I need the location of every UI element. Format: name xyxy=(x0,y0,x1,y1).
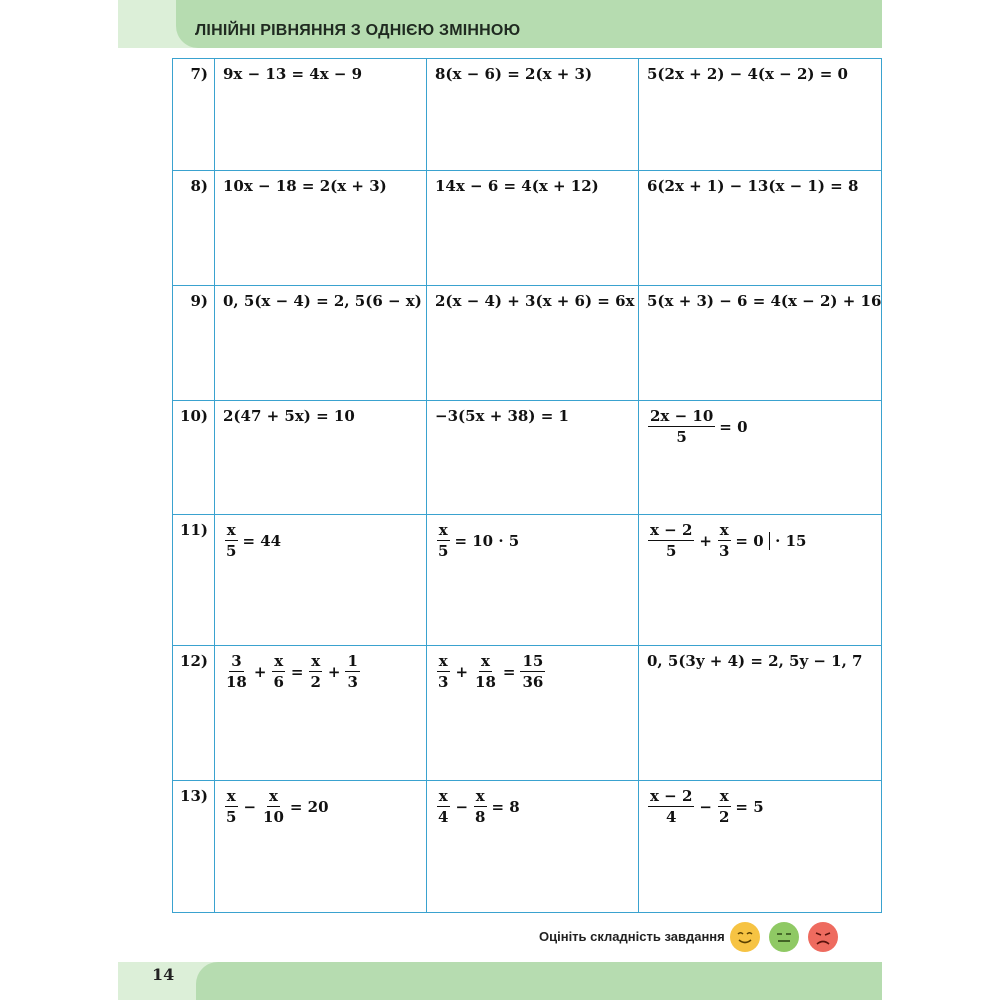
row-number: 8) xyxy=(173,171,215,286)
footer-band xyxy=(196,962,882,1000)
equation-cell: 14x − 6 = 4(x + 12) xyxy=(427,171,639,286)
page-title: ЛІНІЙНІ РІВНЯННЯ З ОДНІЄЮ ЗМІННОЮ xyxy=(195,22,521,39)
fraction: $\frac{x}{5}$ xyxy=(226,521,237,560)
fraction: $\frac{x}{2}$ xyxy=(718,787,730,826)
fraction: x 4 xyxy=(438,787,449,826)
equation-cell: $\frac{2x - 10}{5}$ = 0 xyxy=(639,401,882,515)
equation-cell: 0, 5(3y + 4) = 2, 5y − 1, 7 xyxy=(639,646,882,781)
equation-cell: x − 2 5 + $\frac{x}{3}$ = 0 · 15 xyxy=(639,515,882,646)
fraction: 3 18 xyxy=(226,652,247,691)
row-number: 12) xyxy=(173,646,215,781)
fraction: x 3 xyxy=(438,652,449,691)
fraction: x − 2 5 xyxy=(650,521,693,560)
neutral-face-icon[interactable] xyxy=(768,921,800,953)
equation-cell: 3 18 + $\frac{x}{6}$ = $\frac{x}{2}$ + $\frac{1}{3}$ xyxy=(215,646,427,781)
row-number: 7) xyxy=(173,59,215,171)
row-number: 9) xyxy=(173,286,215,401)
equation-cell: $\frac{x}{5}$ = 44 xyxy=(215,515,427,646)
table-row xyxy=(173,171,882,286)
equation-cell: 5(x + 3) − 6 = 4(x − 2) + 16 xyxy=(639,286,882,401)
fraction: $\frac{15}{36}$ xyxy=(522,652,544,691)
row-number: 11) xyxy=(173,515,215,646)
equation-cell: −3(5x + 38) = 1 xyxy=(427,401,639,515)
table-row xyxy=(173,781,882,913)
equation-cell: 2(47 + 5x) = 10 xyxy=(215,401,427,515)
equation-cell: 9x − 13 = 4x − 9 xyxy=(215,59,427,171)
equation-cell: x 5 − $\frac{x}{10}$ = 20 xyxy=(215,781,427,913)
equation-cell: 8(x − 6) = 2(x + 3) xyxy=(427,59,639,171)
equation-cell: x − 2 4 − $\frac{x}{2}$ = 5 xyxy=(639,781,882,913)
sad-face-icon[interactable] xyxy=(807,921,839,953)
row-number: 13) xyxy=(173,781,215,913)
page-number: 14 xyxy=(152,965,175,984)
fraction: $\frac{1}{3}$ xyxy=(347,652,358,691)
equation-cell: 6(2x + 1) − 13(x − 1) = 8 xyxy=(639,171,882,286)
equation-cell: x 3 + $\frac{x}{18}$ = $\frac{15}{36}$ xyxy=(427,646,639,781)
equation-cell: 5(2x + 2) − 4(x − 2) = 0 xyxy=(639,59,882,171)
divider-bar xyxy=(769,532,771,550)
fraction: $\frac{2x - 10}{5}$ xyxy=(650,407,714,446)
fraction: $\frac{x}{5}$ xyxy=(438,521,449,560)
fraction: $\frac{x}{18}$ xyxy=(475,652,496,691)
fraction: x − 2 4 xyxy=(650,787,693,826)
table-row xyxy=(173,401,882,515)
smile-face-icon[interactable] xyxy=(729,921,761,953)
equation-cell: 10x − 18 = 2(x + 3) xyxy=(215,171,427,286)
fraction: x 5 xyxy=(226,787,237,826)
table-row xyxy=(173,515,882,646)
fraction: $\frac{x}{3}$ xyxy=(718,521,730,560)
fraction: $\frac{x}{8}$ xyxy=(475,787,486,826)
table-row xyxy=(173,59,882,171)
equation-cell: 0, 5(x − 4) = 2, 5(6 − x) xyxy=(215,286,427,401)
difficulty-rating-label: Оцініть складність завдання xyxy=(539,929,725,944)
fraction: $\frac{x}{10}$ xyxy=(263,787,284,826)
equation-cell: 2(x − 4) + 3(x + 6) = 6x xyxy=(427,286,639,401)
fraction: $\frac{x}{2}$ xyxy=(310,652,321,691)
equation-cell: x 4 − $\frac{x}{8}$ = 8 xyxy=(427,781,639,913)
fraction: $\frac{x}{6}$ xyxy=(273,652,284,691)
table-row xyxy=(173,646,882,781)
equation-cell: $\frac{x}{5}$ = 10 · 5 xyxy=(427,515,639,646)
row-number: 10) xyxy=(173,401,215,515)
table-row xyxy=(173,286,882,401)
equations-table xyxy=(172,58,882,913)
